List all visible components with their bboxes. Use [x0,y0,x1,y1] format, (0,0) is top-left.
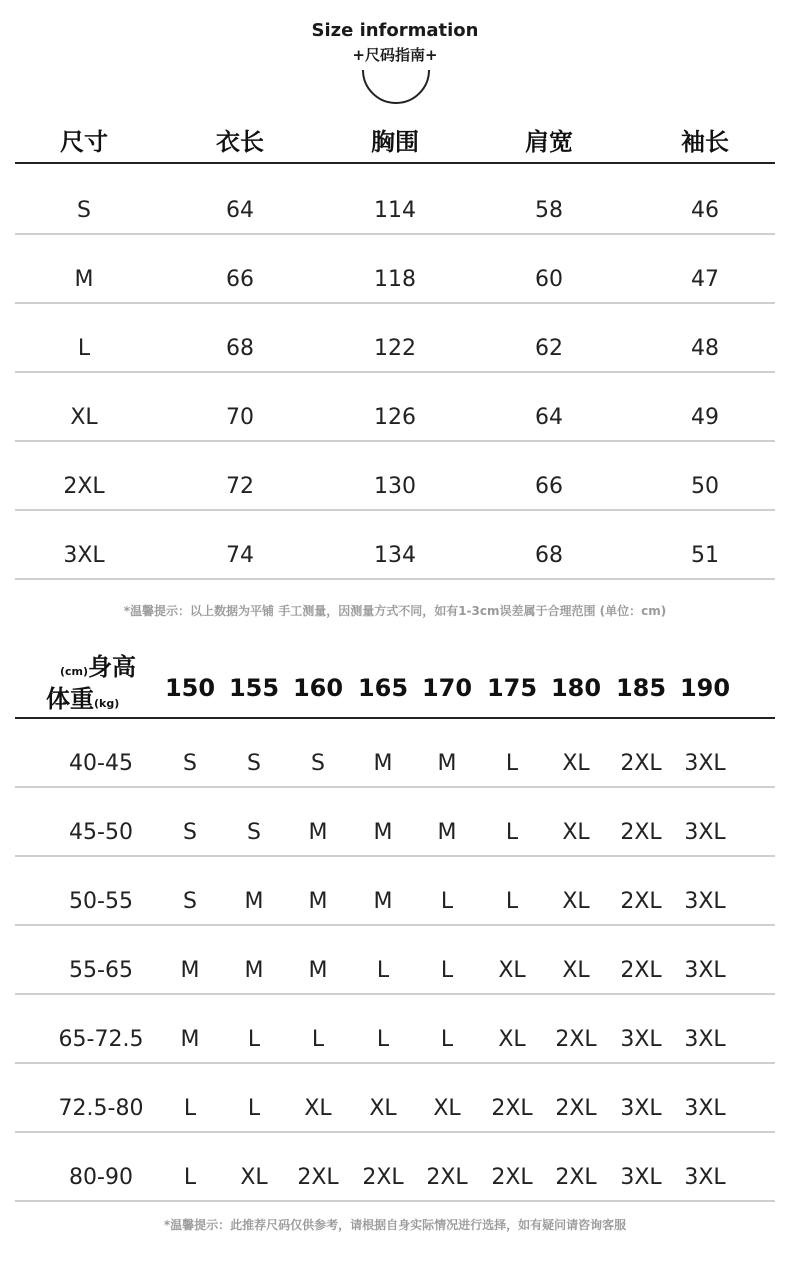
height-header-cell: 190 [679,674,731,702]
recommended-size-cell: M [437,820,457,845]
measurement-cell: 48 [691,336,719,361]
size-table-header-cell: 胸围 [371,128,419,156]
recommended-size-cell: L [440,1027,454,1052]
row-divider [15,1200,775,1202]
measurement-cell: 47 [691,267,719,292]
recommended-size-cell: 3XL [620,1096,662,1121]
measurement-cell: 134 [374,543,416,568]
measurement-cell: 64 [535,405,563,430]
height-header-cell: 150 [164,674,216,702]
recommended-size-cell: M [308,820,328,845]
recommended-size-cell: 3XL [620,1027,662,1052]
measurement-cell: 114 [374,198,416,223]
decorative-arc [361,68,431,106]
measurement-cell: 72 [226,474,254,499]
measurement-cell: 74 [226,543,254,568]
measurement-cell: 126 [374,405,416,430]
recommended-size-cell: XL [369,1096,397,1121]
weight-range-cell: 72.5-80 [58,1096,144,1121]
measurement-cell: 51 [691,543,719,568]
size-table-header-cell: 肩宽 [525,128,573,156]
recommended-size-cell: L [183,1165,197,1190]
recommended-size-cell: XL [240,1165,268,1190]
recommended-size-cell: S [183,751,197,776]
size-guide-subtitle: +尺码指南+ [352,46,438,64]
recommended-size-cell: 2XL [555,1165,597,1190]
recommended-size-cell: 3XL [684,958,726,983]
recommended-size-cell: 2XL [620,751,662,776]
recommended-size-cell: S [247,820,261,845]
recommended-size-cell: 3XL [620,1165,662,1190]
recommended-size-cell: XL [562,751,590,776]
measurement-note: *温馨提示：以上数据为平铺 手工测量，因测量方式不同，如有1-3cm误差属于合理范围 (单位：cm) [123,604,667,618]
recommended-size-cell: 2XL [555,1096,597,1121]
size-label-cell: S [77,198,91,223]
size-label-cell: 3XL [63,543,105,568]
measurement-cell: 46 [691,198,719,223]
row-divider [15,993,775,995]
row-divider [15,233,775,235]
weight-label: 体重 [46,685,94,713]
recommended-size-cell: S [183,889,197,914]
size-label-cell: 2XL [63,474,105,499]
recommended-size-cell: 2XL [297,1165,339,1190]
row-divider [15,440,775,442]
recommended-size-cell: XL [433,1096,461,1121]
recommended-size-cell: 3XL [684,1027,726,1052]
row-divider [15,1062,775,1064]
height-corner-label [60,652,136,682]
recommended-size-cell: XL [304,1096,332,1121]
weight-range-cell: 80-90 [69,1165,133,1190]
recommended-size-cell: M [308,889,328,914]
measurement-cell: 58 [535,198,563,223]
recommended-size-cell: M [244,958,264,983]
weight-range-cell: 55-65 [69,958,133,983]
recommended-size-cell: S [311,751,325,776]
measurement-cell: 122 [374,336,416,361]
recommended-size-cell: XL [498,958,526,983]
recommended-size-cell: M [180,958,200,983]
recommended-size-cell: M [244,889,264,914]
measurement-cell: 60 [535,267,563,292]
recommended-size-cell: M [373,889,393,914]
recommended-size-cell: M [437,751,457,776]
weight-range-cell: 65-72.5 [58,1027,144,1052]
measurement-cell: 68 [226,336,254,361]
recommended-size-cell: XL [498,1027,526,1052]
measurement-cell: 130 [374,474,416,499]
recommended-size-cell: M [180,1027,200,1052]
recommended-size-cell: 3XL [684,1096,726,1121]
row-divider [15,786,775,788]
recommended-size-cell: 2XL [491,1096,533,1121]
size-table-header-cell: 袖长 [681,128,729,156]
measurement-cell: 62 [535,336,563,361]
recommended-size-cell: XL [562,820,590,845]
height-label: 身高 [88,653,137,681]
recommended-size-cell: 2XL [620,958,662,983]
weight-range-cell: 50-55 [69,889,133,914]
recommended-size-cell: 3XL [684,820,726,845]
recommended-size-cell: 3XL [684,1165,726,1190]
size-table-header-rule [15,162,775,164]
height-unit: (cm) [60,665,89,678]
recommended-size-cell: L [505,751,519,776]
row-divider [15,924,775,926]
measurement-cell: 49 [691,405,719,430]
recommended-size-cell: L [440,889,454,914]
recommended-size-cell: L [247,1096,261,1121]
height-header-cell: 165 [357,674,409,702]
weight-range-cell: 45-50 [69,820,133,845]
row-divider [15,302,775,304]
recommended-size-cell: XL [562,958,590,983]
size-label-cell: L [77,336,91,361]
recommended-size-cell: 2XL [362,1165,404,1190]
recommended-size-cell: 2XL [620,889,662,914]
measurement-cell: 68 [535,543,563,568]
measurement-cell: 70 [226,405,254,430]
recommended-size-cell: S [183,820,197,845]
recommended-size-cell: L [505,889,519,914]
row-divider [15,371,775,373]
recommended-size-cell: 2XL [491,1165,533,1190]
height-header-cell: 155 [228,674,280,702]
recommended-size-cell: L [376,958,390,983]
row-divider [15,1131,775,1133]
recommended-size-cell: 2XL [555,1027,597,1052]
measurement-cell: 64 [226,198,254,223]
height-header-cell: 175 [486,674,538,702]
recommended-size-cell: 2XL [620,820,662,845]
height-header-cell: 170 [421,674,473,702]
recommended-size-cell: S [247,751,261,776]
measurement-cell: 66 [226,267,254,292]
recommended-size-cell: L [376,1027,390,1052]
recommended-size-cell: 3XL [684,889,726,914]
height-header-cell: 180 [550,674,602,702]
recommended-size-cell: L [440,958,454,983]
recommended-size-cell: 2XL [426,1165,468,1190]
row-divider [15,509,775,511]
size-table-header-cell: 尺寸 [60,128,108,156]
size-info-title: Size information [311,20,479,41]
weight-range-cell: 40-45 [69,751,133,776]
measurement-cell: 66 [535,474,563,499]
weight-unit: (kg) [94,697,120,710]
measurement-cell: 50 [691,474,719,499]
size-label-cell: M [74,267,94,292]
recommended-size-cell: 3XL [684,751,726,776]
weight-corner-label [46,684,119,714]
height-header-cell: 160 [292,674,344,702]
recommended-size-cell: M [308,958,328,983]
recommended-size-cell: L [311,1027,325,1052]
recommended-size-cell: XL [562,889,590,914]
size-table-header-cell: 衣长 [216,128,264,156]
size-label-cell: XL [70,405,98,430]
height-header-cell: 185 [615,674,667,702]
recommend-note: *温馨提示：此推荐尺码仅供参考，请根据自身实际情况进行选择，如有疑问请咨询客服 [163,1218,627,1232]
recommended-size-cell: L [183,1096,197,1121]
row-divider [15,855,775,857]
recommended-size-cell: M [373,751,393,776]
recommended-size-cell: L [505,820,519,845]
recommend-table-header-rule [15,717,775,719]
recommended-size-cell: L [247,1027,261,1052]
row-divider [15,578,775,580]
recommended-size-cell: M [373,820,393,845]
measurement-cell: 118 [374,267,416,292]
